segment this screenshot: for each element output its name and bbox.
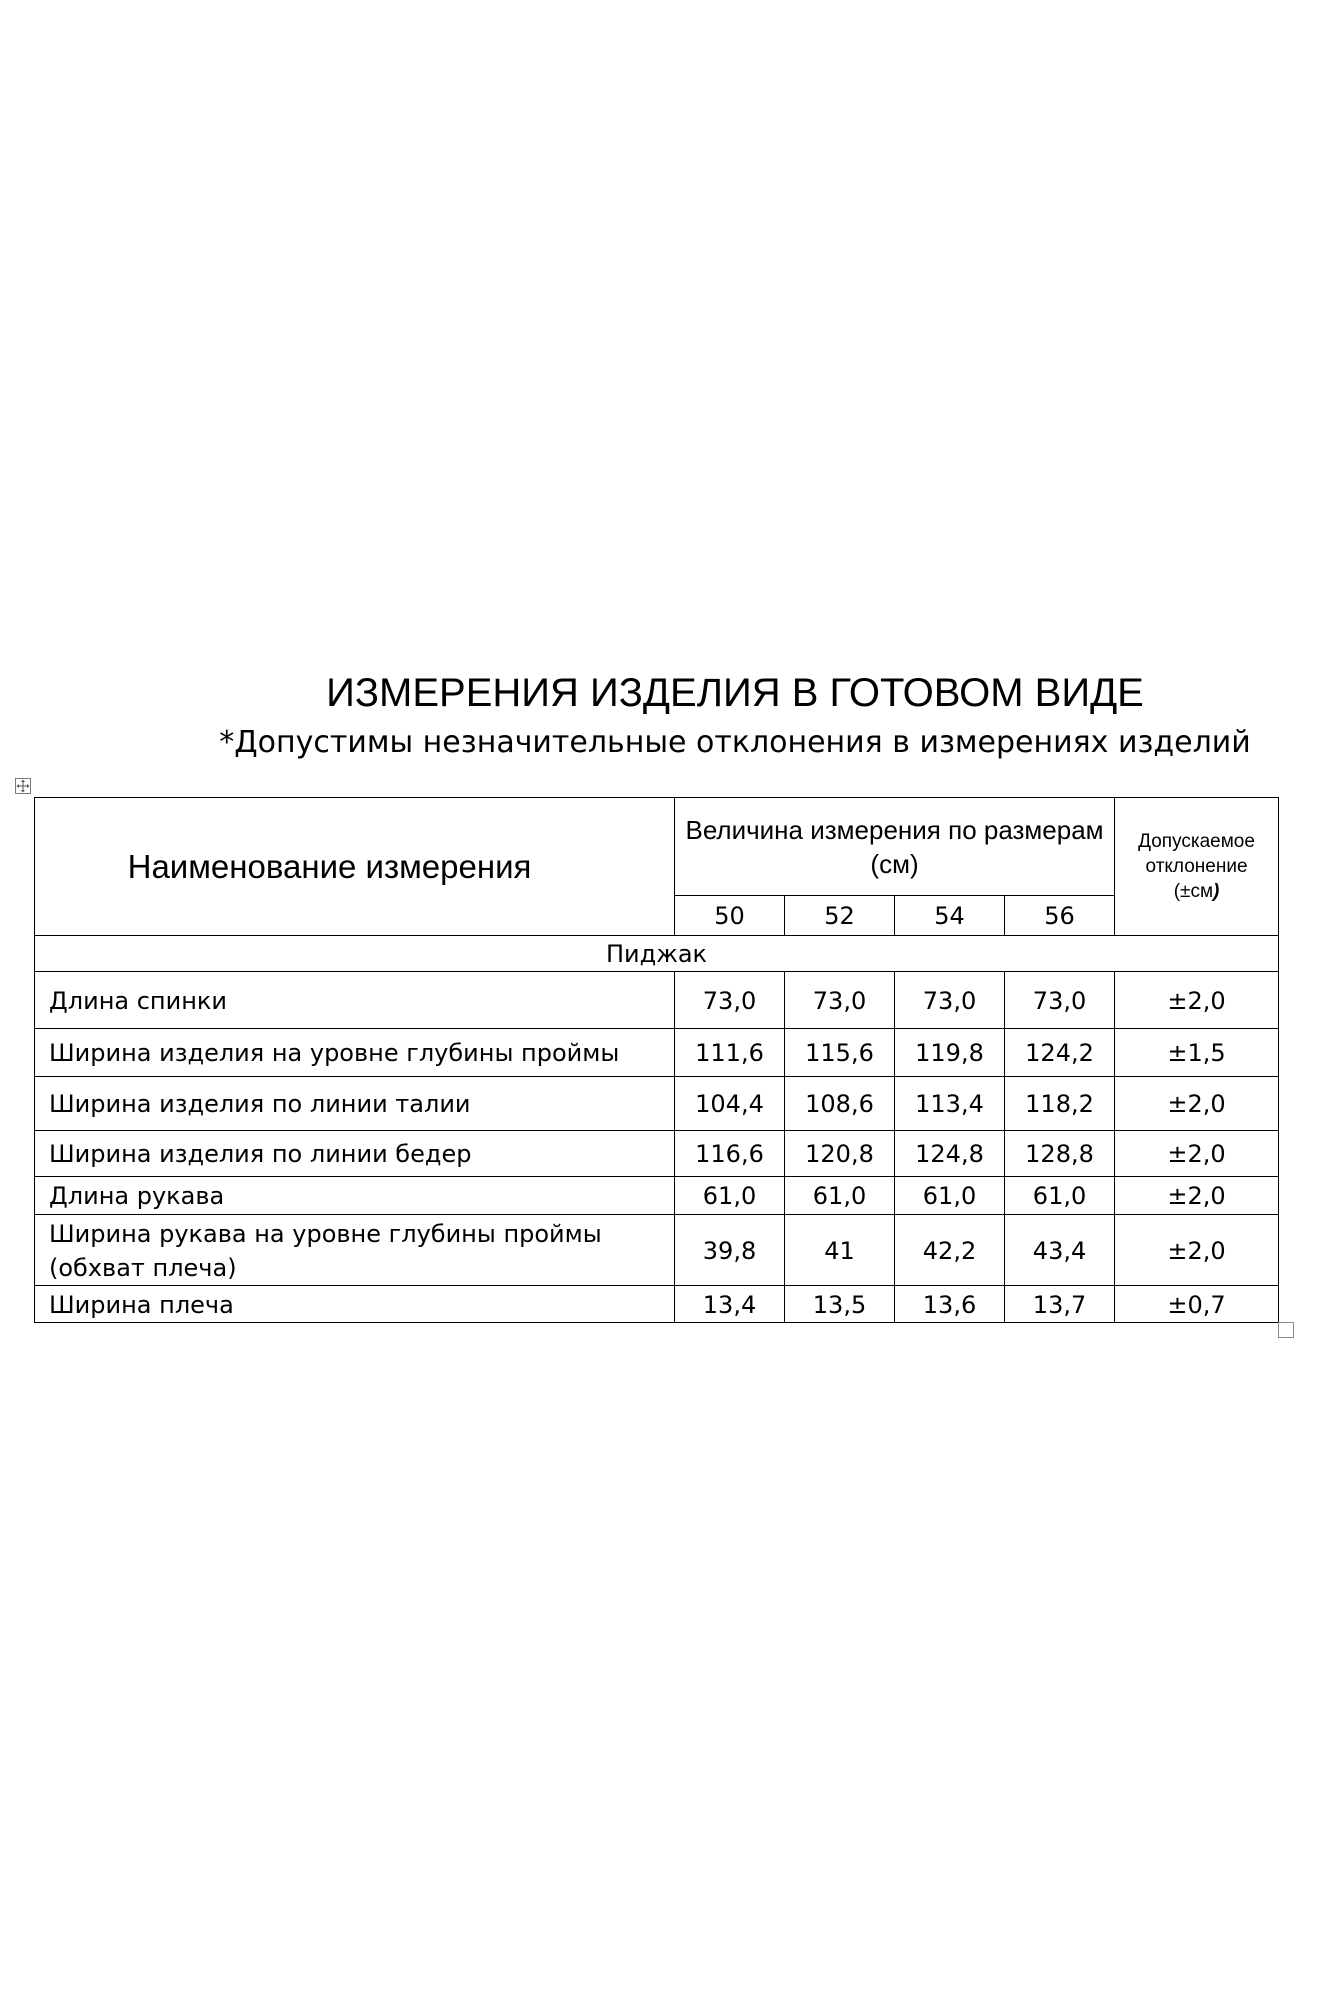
header-size-54: 54 [895,896,1005,936]
value-cell: 73,0 [895,972,1005,1029]
value-cell: 13,7 [1005,1286,1115,1323]
value-cell: 120,8 [785,1131,895,1177]
header-size-group: Величина измерения по размерам (см) [675,798,1115,896]
value-cell: 13,6 [895,1286,1005,1323]
value-cell: 119,8 [895,1029,1005,1077]
row-label: Ширина изделия по линии бедер [35,1131,675,1177]
tolerance-cell: ±2,0 [1115,1177,1279,1215]
table-resize-handle-icon[interactable] [1278,1322,1294,1338]
section-title: Пиджак [35,936,1279,972]
row-label: Ширина рукава на уровне глубины проймы (обхват плеча) [35,1215,675,1286]
table-row [35,1131,1279,1177]
tolerance-cell: ±2,0 [1115,1077,1279,1131]
row-label: Ширина плеча [35,1286,675,1323]
value-cell: 116,6 [675,1131,785,1177]
row-label: Ширина изделия на уровне глубины проймы [35,1029,675,1077]
table-row [35,1029,1279,1077]
value-cell: 61,0 [785,1177,895,1215]
value-cell: 61,0 [895,1177,1005,1215]
header-tolerance-line2: отклонение [1145,856,1248,877]
row-label: Ширина изделия по линии талии [35,1077,675,1131]
value-cell: 118,2 [1005,1077,1115,1131]
value-cell: 124,8 [895,1131,1005,1177]
tolerance-cell: ±0,7 [1115,1286,1279,1323]
table-row [35,1077,1279,1131]
table-row [35,972,1279,1029]
tolerance-cell: ±2,0 [1115,972,1279,1029]
value-cell: 111,6 [675,1029,785,1077]
header-measurement-name: Наименование измерения [35,798,675,936]
value-cell: 104,4 [675,1077,785,1131]
value-cell: 73,0 [785,972,895,1029]
tolerance-cell: ±2,0 [1115,1131,1279,1177]
value-cell: 13,4 [675,1286,785,1323]
header-tolerance-line1: Допускаемое [1138,831,1255,852]
header-size-56: 56 [1005,896,1115,936]
tolerance-cell: ±1,5 [1115,1029,1279,1077]
tolerance-cell: ±2,0 [1115,1215,1279,1286]
value-cell: 43,4 [1005,1215,1115,1286]
measurement-table [34,797,1279,1323]
table-move-handle-icon[interactable] [15,778,31,794]
header-size-52: 52 [785,896,895,936]
page-subtitle: *Допустимы незначительные отклонения в измерениях изделий [219,725,1251,760]
value-cell: 124,2 [1005,1029,1115,1077]
table-row [35,1177,1279,1215]
row-label: Длина спинки [35,972,675,1029]
header-size-50: 50 [675,896,785,936]
value-cell: 128,8 [1005,1131,1115,1177]
table-row [35,1286,1279,1323]
value-cell: 13,5 [785,1286,895,1323]
value-cell: 73,0 [1005,972,1115,1029]
header-tolerance-line3: (±см [1173,881,1214,902]
value-cell: 41 [785,1215,895,1286]
value-cell: 61,0 [1005,1177,1115,1215]
value-cell: 73,0 [675,972,785,1029]
value-cell: 61,0 [675,1177,785,1215]
header-tolerance-paren: ) [1213,881,1220,902]
value-cell: 39,8 [675,1215,785,1286]
row-label: Длина рукава [35,1177,675,1215]
page-title: ИЗМЕРЕНИЯ ИЗДЕЛИЯ В ГОТОВОМ ВИДЕ [326,671,1144,715]
value-cell: 42,2 [895,1215,1005,1286]
value-cell: 113,4 [895,1077,1005,1131]
header-tolerance [1115,798,1279,936]
value-cell: 115,6 [785,1029,895,1077]
table-row [35,1215,1279,1286]
value-cell: 108,6 [785,1077,895,1131]
